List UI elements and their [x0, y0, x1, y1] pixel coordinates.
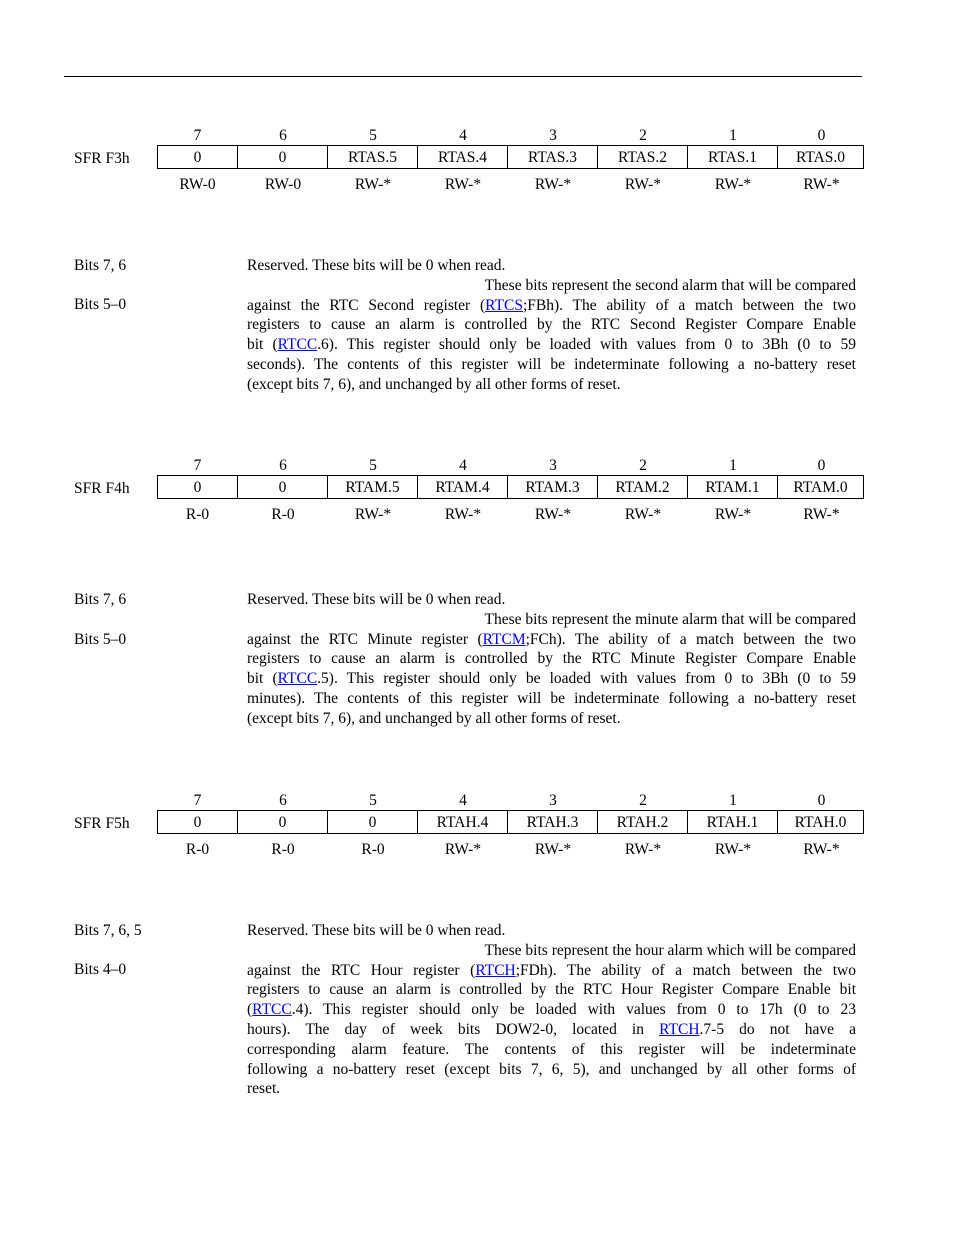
sfr-address: SFR F3h — [74, 150, 130, 167]
access-type: RW-* — [803, 841, 840, 858]
text: ;FBh). The ability of a match between the two — [522, 296, 856, 314]
text: against the RTC Minute register ( — [247, 630, 483, 648]
bit-number: 0 — [817, 792, 826, 809]
bit-number: 4 — [459, 457, 467, 474]
access-type: RW-* — [444, 841, 482, 858]
bit-cell: RTAM.4 — [418, 475, 508, 499]
bit-cell: RTAM.5 — [328, 475, 418, 499]
access-type: RW-* — [534, 841, 572, 858]
bit-number: 6 — [279, 792, 287, 809]
bit-cell: 0 — [238, 810, 328, 834]
bit-cell: RTAS.2 — [598, 145, 688, 169]
bit-cell: RTAS.3 — [508, 145, 598, 169]
bit-numbers — [157, 791, 865, 811]
access-type: RW-* — [354, 176, 392, 193]
desc-line: registers to cause an alarm is controlled by the RTC Hour Register Compare Enable bit — [247, 981, 856, 999]
bit-cell: RTAH.3 — [508, 810, 598, 834]
access-type: RW-* — [714, 506, 752, 523]
bit-number: 2 — [639, 127, 647, 144]
bits-label: Bits 5–0 — [74, 296, 127, 313]
access-type: R-0 — [271, 506, 295, 523]
sfr-address: SFR F5h — [74, 815, 130, 832]
bit-number: 7 — [193, 127, 202, 144]
description-text — [247, 590, 856, 729]
access-type: RW-* — [624, 176, 662, 193]
access-type: RW-* — [803, 176, 840, 193]
desc-line — [247, 669, 856, 689]
access-type: RW-* — [803, 506, 840, 523]
desc-line: reset. — [247, 1080, 281, 1098]
bit-cell: RTAM.0 — [778, 475, 864, 499]
bits-label: Bits 7, 6 — [74, 591, 127, 608]
desc-line: minutes). The contents of this register will be indeterminate following a no-battery reset — [247, 689, 856, 707]
text: bit ( — [247, 336, 278, 354]
desc-line: These bits represent the minute alarm that will be compared — [484, 610, 856, 628]
access-type: RW-* — [354, 506, 392, 523]
desc-line — [247, 961, 856, 981]
bit-cell: 0 — [328, 810, 418, 834]
text: ;FDh). The ability of a match between the two — [515, 961, 856, 979]
rtcc-link[interactable]: RTCC — [277, 670, 318, 688]
rtcs-link[interactable]: RTCS — [485, 296, 523, 314]
text: ;FCh). The ability of a match between the two — [525, 630, 856, 648]
bit-cell: RTAS.1 — [688, 145, 778, 169]
bit-cell: RTAS.4 — [418, 145, 508, 169]
bit-number: 2 — [639, 792, 647, 809]
access-type: RW-* — [534, 506, 572, 523]
text: against the RTC Hour register ( — [247, 961, 476, 979]
bit-cell: 0 — [157, 475, 238, 499]
reserved-text: Reserved. These bits will be 0 when read. — [247, 591, 506, 608]
bit-number: 3 — [549, 127, 557, 144]
desc-line: following a no-battery reset (except bits 7, 6, 5), and unchanged by all other forms of — [247, 1060, 856, 1078]
access-type: RW-* — [444, 506, 482, 523]
text: .4). This register should only be loaded with values from 0 to 17h (0 to 23 — [291, 1001, 856, 1019]
bit-cell: RTAH.4 — [418, 810, 508, 834]
access-type: RW-* — [534, 176, 572, 193]
desc-line — [247, 296, 856, 316]
rtch-link[interactable]: RTCH — [659, 1020, 700, 1038]
desc-line — [247, 630, 856, 650]
desc-line: corresponding alarm feature. The contents of this register will be indeterminate — [247, 1040, 856, 1058]
bit-cell: 0 — [157, 145, 238, 169]
desc-line: registers to cause an alarm is controlled by the RTC Second Register Compare Enable — [247, 316, 856, 334]
bit-cell: RTAS.0 — [778, 145, 864, 169]
access-type: RW-* — [624, 506, 662, 523]
access-types — [157, 175, 865, 195]
rtcm-link[interactable]: RTCM — [482, 630, 526, 648]
bit-cell: RTAM.2 — [598, 475, 688, 499]
access-type: RW-* — [714, 841, 752, 858]
desc-line — [247, 1020, 856, 1040]
bit-number: 4 — [459, 792, 467, 809]
access-types — [157, 840, 865, 860]
sfr-address: SFR F4h — [74, 480, 130, 497]
bit-cell: RTAM.1 — [688, 475, 778, 499]
desc-line — [247, 335, 856, 355]
bit-number: 3 — [549, 792, 557, 809]
access-type: RW-0 — [264, 176, 302, 193]
bits-label: Bits 7, 6, 5 — [74, 922, 142, 939]
access-types — [157, 505, 865, 525]
bit-number: 5 — [369, 792, 377, 809]
bit-number: 5 — [369, 127, 377, 144]
access-type: R-0 — [271, 841, 295, 858]
bit-number: 6 — [279, 127, 287, 144]
register-bit-cells — [157, 145, 865, 171]
bit-number: 1 — [729, 792, 737, 809]
reserved-text: Reserved. These bits will be 0 when read. — [247, 257, 506, 274]
text: bit ( — [247, 670, 278, 688]
bit-numbers — [157, 126, 865, 146]
access-type: R-0 — [361, 841, 385, 858]
bits-label: Bits 4–0 — [74, 961, 127, 978]
desc-line: (except bits 7, 6), and unchanged by all other forms of reset. — [247, 375, 621, 393]
access-type: RW-* — [444, 176, 482, 193]
bit-cell: 0 — [238, 475, 328, 499]
rtch-link[interactable]: RTCH — [475, 961, 516, 979]
bit-cell: RTAS.5 — [328, 145, 418, 169]
bit-number: 5 — [369, 457, 377, 474]
register-bit-cells — [157, 475, 865, 501]
bit-cell: RTAH.1 — [688, 810, 778, 834]
desc-line: seconds). The contents of this register will be indeterminate following a no-battery reset — [247, 355, 856, 373]
desc-line: These bits represent the hour alarm which will be compared — [484, 941, 856, 959]
bit-number: 6 — [279, 457, 287, 474]
desc-line: (except bits 7, 6), and unchanged by all other forms of reset. — [247, 709, 621, 727]
text: against the RTC Second register ( — [247, 296, 486, 314]
text: .7-5 do not have a — [699, 1020, 856, 1038]
access-type: RW-* — [624, 841, 662, 858]
rtcc-link[interactable]: RTCC — [277, 336, 318, 354]
bit-number: 1 — [729, 457, 737, 474]
desc-line: These bits represent the second alarm that will be compared — [484, 276, 856, 294]
bit-number: 3 — [549, 457, 557, 474]
header-rule — [64, 76, 862, 77]
access-type: R-0 — [185, 841, 210, 858]
bit-number: 1 — [729, 127, 737, 144]
bit-numbers — [157, 456, 865, 476]
bits-label: Bits 7, 6 — [74, 257, 127, 274]
bit-number: 4 — [459, 127, 467, 144]
bit-number: 7 — [193, 792, 202, 809]
access-type: RW-* — [714, 176, 752, 193]
text: hours). The day of week bits DOW2-0, located in — [247, 1020, 660, 1038]
text: .5). This register should only be loaded with values from 0 to 3Bh (0 to 59 — [317, 670, 856, 688]
description-text — [247, 921, 856, 1099]
bit-cell: RTAH.0 — [778, 810, 864, 834]
text: .6). This register should only be loaded with values from 0 to 3Bh (0 to 59 — [317, 336, 856, 354]
bit-cell: 0 — [238, 145, 328, 169]
bit-number: 7 — [193, 457, 202, 474]
description-text — [247, 256, 856, 395]
access-type: R-0 — [185, 506, 210, 523]
bit-cell: RTAH.2 — [598, 810, 688, 834]
text: ( — [247, 1001, 253, 1019]
register-bit-cells — [157, 810, 865, 836]
reserved-text: Reserved. These bits will be 0 when read. — [247, 922, 506, 939]
bit-cell: RTAM.3 — [508, 475, 598, 499]
desc-line — [247, 1000, 856, 1020]
bit-cell: 0 — [157, 810, 238, 834]
bit-number: 2 — [639, 457, 647, 474]
rtcc-link[interactable]: RTCC — [252, 1001, 292, 1019]
desc-line: registers to cause an alarm is controlled by the RTC Minute Register Compare Enable — [247, 650, 856, 668]
bits-label: Bits 5–0 — [74, 631, 127, 648]
bit-number: 0 — [817, 127, 826, 144]
access-type: RW-0 — [179, 176, 216, 193]
bit-number: 0 — [817, 457, 826, 474]
